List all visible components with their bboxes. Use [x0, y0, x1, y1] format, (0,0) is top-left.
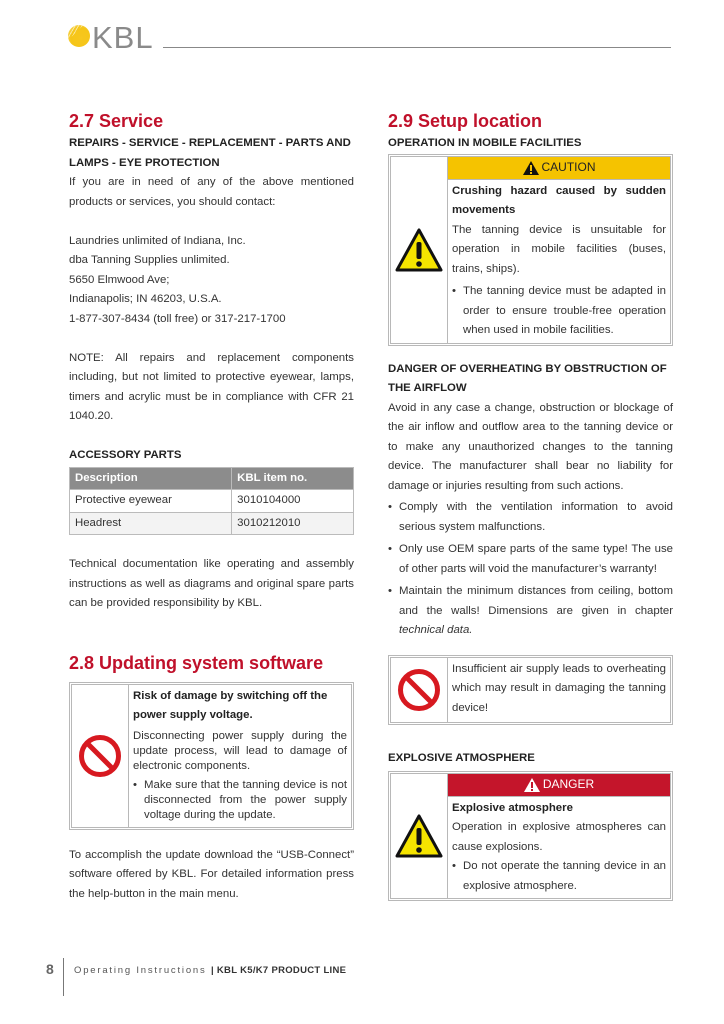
- address-line: 5650 Elmwood Ave;: [69, 273, 170, 286]
- caution-banner: [448, 157, 670, 180]
- page-header: [66, 20, 672, 55]
- contact-address: [69, 232, 354, 330]
- header-rule: [163, 47, 671, 48]
- notice-text: Disconnecting power supply during the update process, will lead to damage of electronic components.: [133, 729, 347, 772]
- section-title-service: 2.7 Service: [69, 111, 164, 131]
- warning-triangle-icon: [395, 814, 443, 858]
- address-line: dba Tanning Supplies unlimited.: [69, 254, 230, 266]
- column-header: Description: [70, 467, 232, 490]
- caution-bullet: • The tanning device must be adapted in order to ensure trouble-free operation when used in mobile facilities.: [452, 282, 666, 341]
- table-cell: 3010104000: [232, 490, 354, 513]
- service-subhead: REPAIRS - SERVICE - REPLACEMENT - PARTS AND LAMPS - EYE PROTECTION: [69, 137, 351, 169]
- table-cell: Protective eyewear: [70, 490, 232, 513]
- airflow-notice-text: Insufficient air supply leads to overheating which may result in damaging the tanning device!: [452, 662, 666, 714]
- notice-bullet: • Make sure that the tanning device is not disconnected from the power supply voltage during the update.: [133, 778, 347, 823]
- section-title-software: 2.8 Updating system software: [69, 652, 324, 673]
- notice-box-power: [69, 682, 354, 830]
- footer-doc-title: Operating Instructions: [74, 965, 211, 976]
- footer-product: | KBL K5/K7 PRODUCT LINE: [210, 965, 347, 976]
- address-line: Laundries unlimited of Indiana, Inc.: [69, 234, 246, 247]
- page-number: 8: [46, 961, 54, 977]
- prohibition-icon: [78, 734, 122, 778]
- danger-box: [388, 771, 673, 902]
- overheat-subhead: DANGER OF OVERHEATING BY OBSTRUCTION OF THE AIRFLOW: [388, 362, 667, 394]
- bullet-item: • Comply with the ventilation information to avoid serious system malfunctions.: [388, 498, 673, 537]
- column-header: KBL item no.: [232, 467, 354, 490]
- bullet-item: • Only use OEM spare parts of the same type! The use of other parts will void the manufacturer’s warranty!: [388, 540, 673, 579]
- section-title-setup: 2.9 Setup location: [388, 111, 543, 131]
- table-cell: 3010212010: [232, 512, 354, 535]
- caution-label: CAUTION: [541, 159, 596, 174]
- mobile-subhead: OPERATION IN MOBILE FACILITIES: [388, 137, 582, 149]
- overheat-bullets: [388, 498, 673, 641]
- tech-doc-text: Technical documentation like operating and assembly instructions as well as diagrams and original spare parts can be provided responsibility by KBL.: [69, 558, 354, 609]
- warning-small-icon: [524, 778, 540, 792]
- update-instructions: To accomplish the update download the “USB-Connect” software offered by KBL. For detailed information press the help-button in the main menu.: [69, 848, 354, 900]
- table-header-row: [70, 467, 354, 490]
- explosive-subhead: EXPLOSIVE ATMOSPHERE: [388, 752, 535, 764]
- prohibition-icon: [397, 668, 441, 712]
- bullet-item: [388, 582, 673, 641]
- warning-small-icon: [523, 161, 539, 175]
- kbl-sun-logo-icon: [68, 25, 90, 47]
- danger-text: Operation in explosive atmospheres can cause explosions.: [452, 821, 666, 853]
- address-line: 1-877-307-8434 (toll free) or 317-217-1700: [69, 312, 286, 325]
- footer-divider: [63, 958, 64, 996]
- danger-title: Explosive atmosphere: [452, 801, 573, 814]
- service-note: NOTE: All repairs and replacement components including, but not limited to protective eyewear, lamps, timers and acrylic must be in compliance with CFR 21 1040.20.: [69, 351, 354, 422]
- chapter-reference: technical data.: [399, 624, 473, 636]
- caution-title: Crushing hazard caused by sudden movements: [452, 184, 666, 216]
- accessory-table: [69, 467, 354, 536]
- accessory-heading: ACCESSORY PARTS: [69, 449, 182, 461]
- airflow-notice-box: [388, 655, 673, 726]
- table-row: [70, 490, 354, 513]
- table-cell: Headrest: [70, 512, 232, 535]
- warning-triangle-icon: [395, 228, 443, 272]
- danger-bullet: • Do not operate the tanning device in an explosive atmosphere.: [452, 857, 666, 896]
- table-row: [70, 512, 354, 535]
- caution-box: [388, 154, 673, 346]
- danger-banner: [448, 774, 670, 797]
- left-column: [69, 108, 354, 904]
- logo-text: KBL: [92, 20, 154, 55]
- address-line: Indianapolis; IN 46203, U.S.A.: [69, 293, 222, 305]
- bullet-text: Maintain the minimum distances from ceiling, bottom and the walls! Dimensions are given in chapter: [399, 585, 673, 617]
- danger-label: DANGER: [542, 776, 595, 791]
- right-column: [388, 108, 673, 901]
- notice-title: Risk of damage by switching off the power supply voltage.: [133, 689, 328, 721]
- caution-text: The tanning device is unsuitable for operation in mobile facilities (buses, trains, ships).: [452, 223, 666, 275]
- overheat-text: Avoid in any case a change, obstruction or blockage of the air inflow and outflow area to the tanning device or to make any unauthorized changes to the tanning device. The manufacturer shall bear no liability for damage or injuries resulting from such actions.: [388, 401, 673, 492]
- service-intro: If you are in need of any of the above mentioned products or services, you should contact:: [69, 176, 354, 208]
